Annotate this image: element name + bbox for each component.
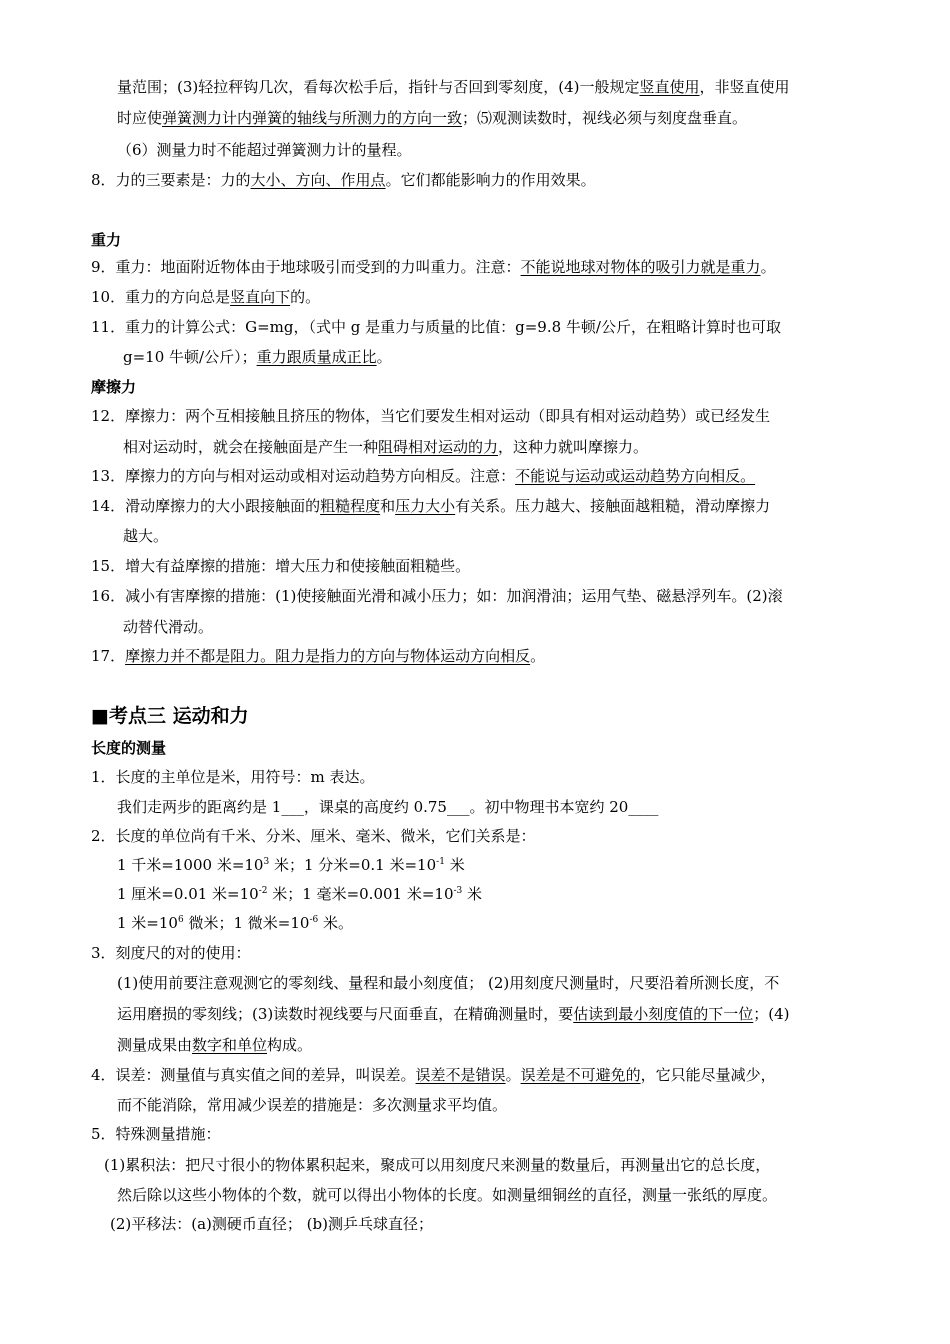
text: 量范围；(3)轻拉秤钩几次，看每次松手后，指针与否回到零刻度，(4)一般规定 (117, 78, 640, 96)
text: 。 (530, 647, 546, 665)
text: 。 (376, 348, 392, 366)
text: 1 米=10 (117, 914, 178, 932)
text: 17． (91, 647, 126, 665)
text: 。 (760, 258, 776, 276)
text-line: 1．长度的主单位是米，用符号：m 表达。 (91, 768, 375, 786)
text: 时应使 (117, 109, 163, 127)
text-line (91, 257, 776, 277)
text: 的。 (290, 288, 321, 306)
text: 米；1 毫米=0.001 米=10 (267, 885, 454, 903)
subheading-gravity: 重力 (91, 231, 122, 249)
underlined-text: 误差是不可避免的 (520, 1066, 641, 1084)
text: 米；1 分米=0.1 米=10 (269, 856, 437, 874)
underlined-text: 不能说与运动或运动趋势方向相反。 (515, 467, 756, 485)
text: 米。 (318, 914, 354, 932)
text-line (91, 1065, 776, 1085)
subheading-friction: 摩擦力 (91, 378, 137, 396)
text: ，非竖直使用 (699, 78, 790, 96)
underlined-text: 粗糙程度 (320, 497, 381, 515)
text: 运用磨损的零刻线；(3)读数时视线要与尺面垂直，在精确测量时，要 (117, 1005, 574, 1023)
underlined-text: 不能说地球对物体的吸引力就是重力 (520, 258, 761, 276)
underlined-text: 压力大小 (395, 497, 456, 515)
underlined-text: 重力跟质量成正比 (256, 348, 377, 366)
text-line: 动替代滑动。 (123, 618, 214, 636)
text: 14．滑动摩擦力的大小跟接触面的 (91, 497, 321, 515)
text-line: 然后除以这些小物体的个数，就可以得出小物体的长度。如测量细铜丝的直径，测量一张纸的厚度。 (117, 1186, 778, 1204)
text-line: (1)累积法：把尺寸很小的物体累积起来，聚成可以用刻度尺来测量的数量后，再测量出它的总长度， (104, 1156, 771, 1174)
underlined-text: 阻碍相对运动的力 (378, 438, 499, 456)
text-line: （6）测量力时不能超过弹簧测力计的量程。 (117, 141, 412, 159)
text: ；(4) (753, 1005, 790, 1023)
text: 。 (505, 1066, 521, 1084)
underlined-text: 竖直使用 (639, 78, 700, 96)
text: 有关系。压力越大、接触面越粗糙，滑动摩擦力 (455, 497, 771, 515)
underlined-text: 竖直向下 (230, 288, 291, 306)
text: 米 (444, 856, 465, 874)
text: 构成。 (267, 1036, 313, 1054)
text-line (91, 466, 755, 486)
text-line (117, 1035, 312, 1055)
text: 13．摩擦力的方向与相对运动或相对运动趋势方向相反。注意： (91, 467, 516, 485)
section-heading: ■考点三 运动和力 (91, 705, 249, 727)
text: 8．力的三要素是：力的 (91, 171, 251, 189)
text: 微米；1 微米=10 (183, 914, 310, 932)
text-line (91, 287, 320, 307)
text: 4．误差：测量值与真实值之间的差异，叫误差。 (91, 1066, 416, 1084)
exponent: -3 (453, 886, 463, 896)
text: 米 (462, 885, 483, 903)
subheading-length: 长度的测量 (91, 739, 167, 757)
text: 测量成果由 (117, 1036, 193, 1054)
text: 1 厘米=0.01 米=10 (117, 885, 259, 903)
text-line (117, 884, 482, 904)
text-line (117, 77, 790, 97)
text-line (117, 1004, 790, 1024)
text: ；⑸观测读数时，视线必须与刻度盘垂直。 (462, 109, 748, 127)
underlined-text: 大小、方向、作用点 (250, 171, 386, 189)
text: 。它们都能影响力的作用效果。 (385, 171, 596, 189)
text: ，它只能尽量减少， (640, 1066, 776, 1084)
text-line: 3．刻度尺的对的使用： (91, 944, 251, 962)
text: 10．重力的方向总是 (91, 288, 231, 306)
text-line: 15．增大有益摩擦的措施：增大压力和使接触面粗糙些。 (91, 557, 471, 575)
text-line (123, 437, 648, 457)
text-line: 而不能消除，常用减少误差的措施是：多次测量求平均值。 (117, 1096, 508, 1114)
text-line (123, 347, 392, 367)
text: 9．重力：地面附近物体由于地球吸引而受到的力叫重力。注意： (91, 258, 521, 276)
underlined-text: 摩擦力并不都是阻力。阻力是指力的方向与物体运动方向相反 (125, 647, 531, 665)
text-line (91, 646, 545, 666)
text: 相对运动时，就会在接触面是产生一种 (123, 438, 379, 456)
text-line (117, 855, 465, 875)
text-line: 我们走两步的距离约是 1___，课桌的高度约 0.75___。初中物理书本宽约 20____ (117, 798, 659, 816)
text-line: (1)使用前要注意观测它的零刻线、量程和最小刻度值； (2)用刻度尺测量时，尺要沿着所测长度，不 (117, 974, 780, 992)
underlined-text: 误差不是错误 (415, 1066, 506, 1084)
text-line: 2．长度的单位尚有千米、分米、厘米、毫米、微米，它们关系是： (91, 827, 536, 845)
text-line (117, 108, 747, 128)
text-line: 16．减小有害摩擦的措施：(1)使接触面光滑和减小压力；如：加润滑油；运用气垫、磁悬浮列车。(2)滚 (91, 587, 783, 605)
underlined-text: 数字和单位 (192, 1036, 268, 1054)
text-line (91, 496, 770, 516)
text-line: 11．重力的计算公式：G=mg，（式中 g 是重力与质量的比值：g=9.8 牛顿/公斤，在粗略计算时也可取 (91, 318, 781, 336)
exponent: 6 (177, 915, 184, 925)
exponent: 3 (263, 857, 270, 867)
text: ，这种力就叫摩擦力。 (498, 438, 649, 456)
exponent: -6 (309, 915, 319, 925)
text-line: 5．特殊测量措施： (91, 1125, 221, 1143)
text-line (91, 170, 596, 190)
text-line: (2)平移法：(a)测硬币直径； (b)测乒乓球直径； (110, 1215, 433, 1233)
text-line: 12．摩擦力：两个互相接触且挤压的物体，当它们要发生相对运动（即具有相对运动趋势）或已经发生 (91, 407, 771, 425)
exponent: -1 (436, 857, 445, 867)
text: 1 千米=1000 米=10 (117, 856, 264, 874)
underlined-text: 估读到最小刻度值的下一位 (573, 1005, 754, 1023)
underlined-text: 弹簧测力计内弹簧的轴线与所测力的方向一致 (162, 109, 463, 127)
exponent: -2 (258, 886, 268, 896)
text-line: 越大。 (123, 527, 169, 545)
text-line (117, 913, 353, 933)
text: 和 (380, 497, 396, 515)
text: g=10 牛顿/公斤）； (123, 348, 257, 366)
